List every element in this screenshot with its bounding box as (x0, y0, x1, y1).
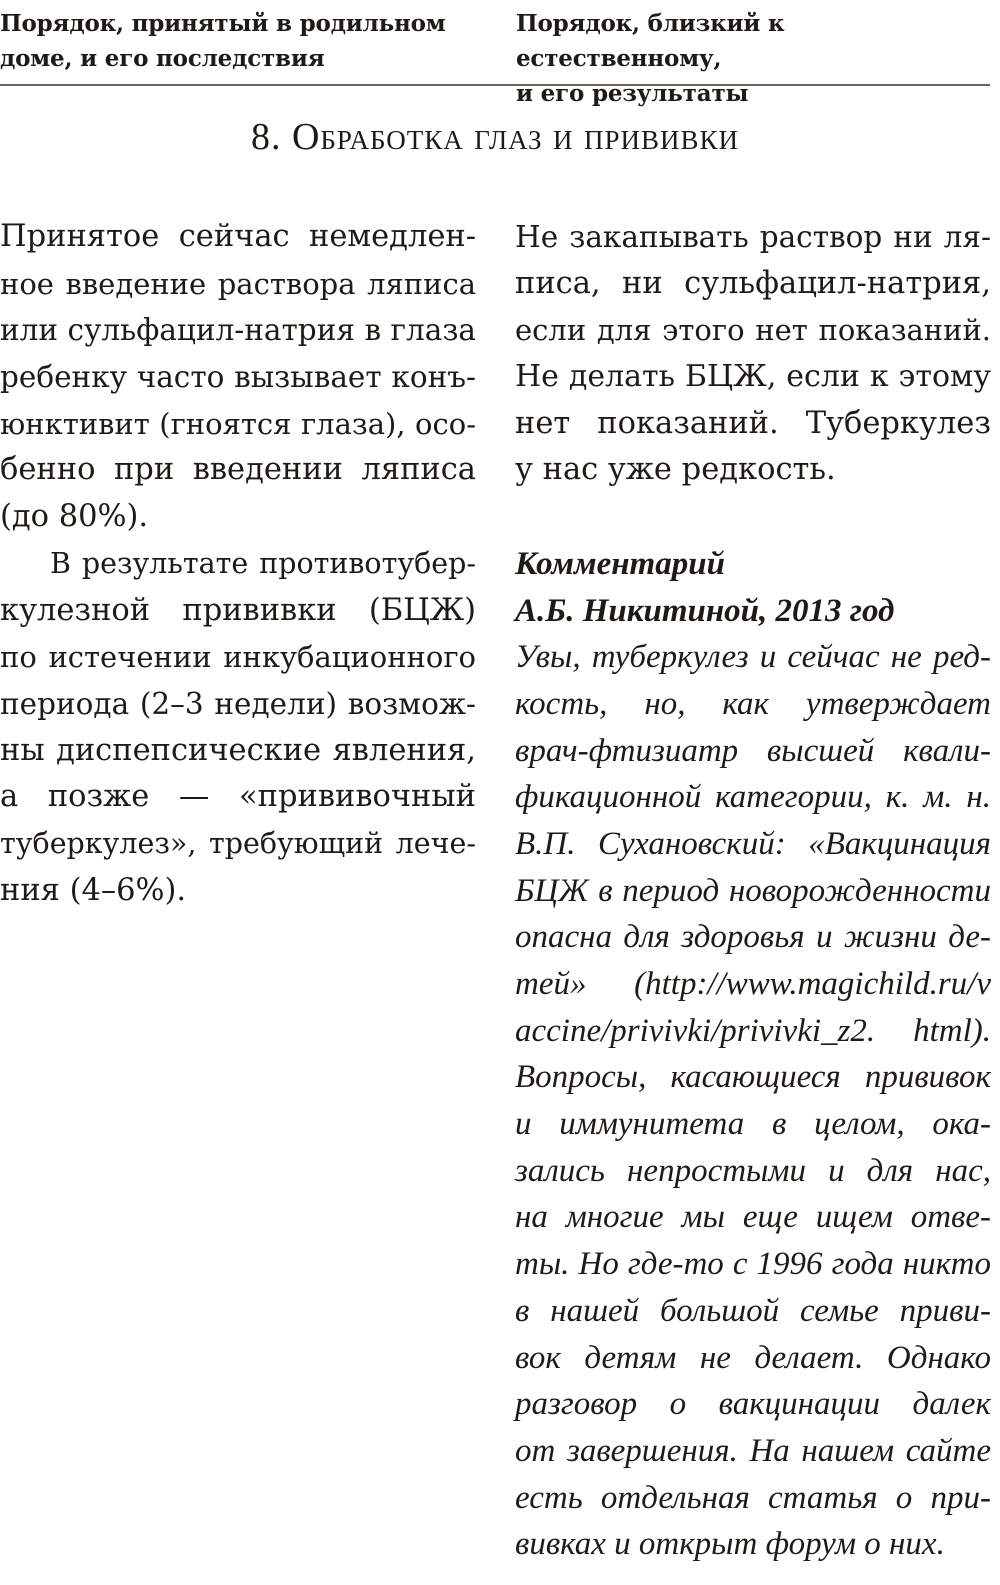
comment-line: Увы, туберкулез и сейчас не ред- (515, 639, 991, 676)
text-line: а позже — «прививочный (0, 779, 476, 815)
text-line: ное введение раствора ляписа (0, 266, 476, 301)
header-left-column-title: Порядок, принятый в родильном доме, и его последствия (0, 10, 446, 72)
text-line: бенно при введении ляписа (0, 452, 476, 488)
comment-line: от завершения. На нашем сайте (515, 1432, 991, 1469)
text-line: туберкулез», требующий лече- (0, 826, 476, 860)
comment-line: и иммунитета в целом, ока- (515, 1106, 991, 1143)
text-line: Не делать БЦЖ, если к этому (515, 359, 991, 395)
comment-line: вивках и открыт форум о них. (515, 1526, 945, 1563)
comment-line: вок детям не делает. Однако (515, 1339, 991, 1376)
text-line: В результате противотубер- (50, 546, 476, 580)
comment-line: В.П. Сухановский: «Вакцинация (515, 825, 991, 862)
text-line: кулезной прививки (БЦЖ) (0, 592, 476, 628)
text-line: если для этого нет показаний. (515, 313, 991, 348)
header-right-column-title: Порядок, близкий к естественному, и его результаты (516, 10, 785, 107)
paragraph-gap (515, 494, 991, 541)
comment-line-url[interactable]: accine/privivki/privivki_z2. html). (515, 1012, 991, 1049)
text-line: ны диспепсические явления, (0, 732, 476, 768)
comment-heading (515, 541, 991, 634)
text-line: периода (2–3 недели) возмож- (0, 686, 476, 721)
comment-line: в нашей большой семье приви- (515, 1292, 991, 1329)
right-paragraph-1 (515, 214, 991, 494)
text-line: юнктивит (гноятся глаза), осо- (0, 406, 476, 441)
comment-heading-line: Комментарий (515, 545, 725, 582)
comment-line: фикационной категории, к. м. н. (515, 779, 991, 816)
comment-line: на многие мы еще ищем отве- (515, 1199, 991, 1236)
left-paragraph-2 (0, 541, 476, 915)
text-line: ребенку часто вызывает конъ- (0, 360, 476, 395)
text-line: по истечении инкубационного (0, 640, 476, 675)
text-line: ния (4–6%). (0, 872, 187, 908)
comment-line: есть отдельная статья о при- (515, 1479, 991, 1516)
text-line: Принятое сейчас немедлен- (0, 219, 476, 254)
comment-line: ты. Но где-то с 1996 года никто (515, 1246, 991, 1283)
text-line: Не закапывать раствор ни ля- (515, 220, 991, 254)
comment-line: разговор о вакцинации далек (515, 1386, 991, 1423)
section-title: 8. Обработка глаз и прививки (250, 116, 740, 158)
right-column (515, 214, 991, 1568)
comment-line: опасна для здоровья и жизни де- (515, 919, 991, 956)
comment-line: зались непростыми и для нас, (515, 1152, 991, 1189)
comment-line-url[interactable]: тей» (http://www.magichild.ru/v (515, 966, 991, 1002)
text-line: у нас уже редкость. (515, 452, 836, 488)
left-paragraph-1 (0, 214, 476, 541)
text-line: (до 80%). (0, 499, 149, 535)
comment-body (515, 634, 991, 1568)
comment-line: Вопросы, касающиеся прививок (515, 1059, 991, 1096)
comment-line: БЦЖ в период новорожденности (515, 872, 991, 909)
text-line: писа, ни сульфацил-натрия, (515, 265, 991, 301)
comment-line: кость, но, как утверждает (515, 685, 991, 722)
comment-line: врач-фтизиатр высшей квали- (515, 732, 991, 769)
text-line: нет показаний. Туберкулез (515, 405, 991, 441)
left-column (0, 214, 476, 914)
comment-heading-line: А.Б. Никитиной, 2013 год (515, 592, 895, 629)
text-line: или сульфацил-натрия в глаза (0, 313, 476, 348)
running-header (0, 6, 990, 107)
